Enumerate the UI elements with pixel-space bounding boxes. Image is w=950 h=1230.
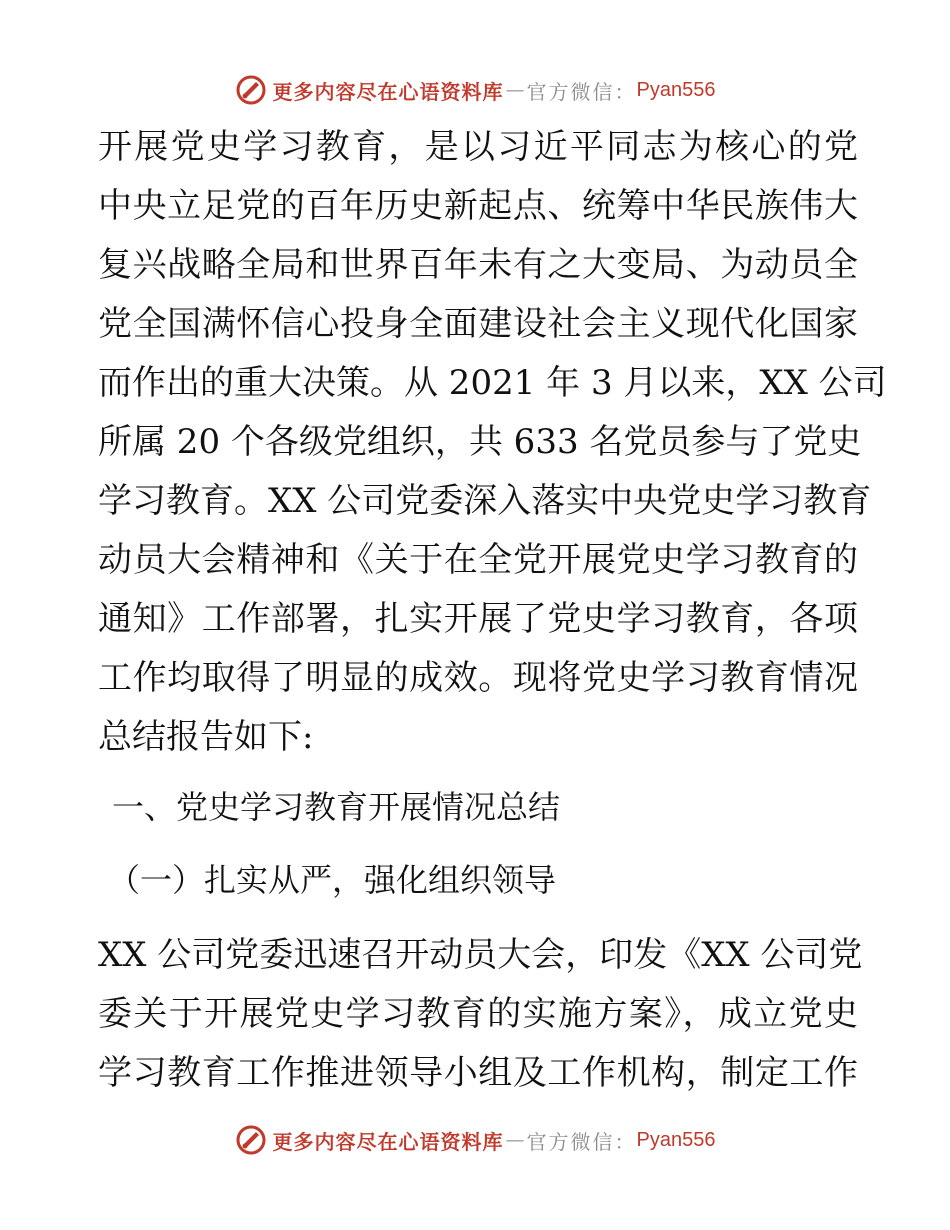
watermark-official-label: 官方微信： xyxy=(526,79,637,104)
paragraph-line: 通知》工作部署，扎实开展了党史学习教育，各项 xyxy=(98,599,858,639)
section-heading: 一、党史学习教育开展情况总结 xyxy=(112,788,561,826)
watermark-wechat-id: Pyan556 xyxy=(636,78,716,101)
paragraph-line: 中央立足党的百年历史新起点、统筹中华民族伟大 xyxy=(98,186,858,226)
watermark-separator: — xyxy=(505,1129,525,1151)
paragraph-line: 党全国满怀信心投身全面建设社会主义现代化国家 xyxy=(98,304,858,344)
watermark-text: 更多内容尽在心语资料库 xyxy=(272,1129,504,1154)
seal-logo-icon xyxy=(235,74,267,106)
paragraph-line: 委关于开展党史学习教育的实施方案》，成立党史 xyxy=(98,994,858,1034)
paragraph-line: 开展党史学习教育，是以习近平同志为核心的党 xyxy=(98,127,858,167)
paragraph-line: 学习教育。XX 公司党委深入落实中央党史学习教育 xyxy=(98,481,872,521)
paragraph-line: 学习教育工作推进领导小组及工作机构，制定工作 xyxy=(98,1053,858,1093)
paragraph-line: 工作均取得了明显的成效。现将党史学习教育情况 xyxy=(98,658,858,698)
body-paragraph xyxy=(98,926,863,1103)
paragraph-line: 而作出的重大决策。从 2021 年 3 月以来，XX 公司 xyxy=(98,363,887,403)
paragraph-line: 总结报告如下: xyxy=(98,717,314,757)
seal-logo-icon xyxy=(235,1124,267,1156)
subsection-heading: （一）扎实从严，强化组织领导 xyxy=(108,861,557,899)
paragraph-line: 复兴战略全局和世界百年未有之大变局、为动员全 xyxy=(98,245,858,285)
watermark-banner-bottom xyxy=(0,1120,950,1160)
watermark-official-label: 官方微信： xyxy=(526,1129,637,1154)
watermark-separator: — xyxy=(505,79,525,101)
paragraph-line: XX 公司党委迅速召开动员大会，印发《XX 公司党 xyxy=(98,935,863,975)
watermark-wechat-id: Pyan556 xyxy=(636,1128,716,1151)
paragraph-line: 所属 20 个各级党组织，共 633 名党员参与了党史 xyxy=(98,422,862,462)
intro-paragraph xyxy=(98,118,887,767)
watermark-banner-top xyxy=(0,70,950,110)
watermark-text: 更多内容尽在心语资料库 xyxy=(272,79,504,104)
paragraph-line: 动员大会精神和《关于在全党开展党史学习教育的 xyxy=(98,540,858,580)
